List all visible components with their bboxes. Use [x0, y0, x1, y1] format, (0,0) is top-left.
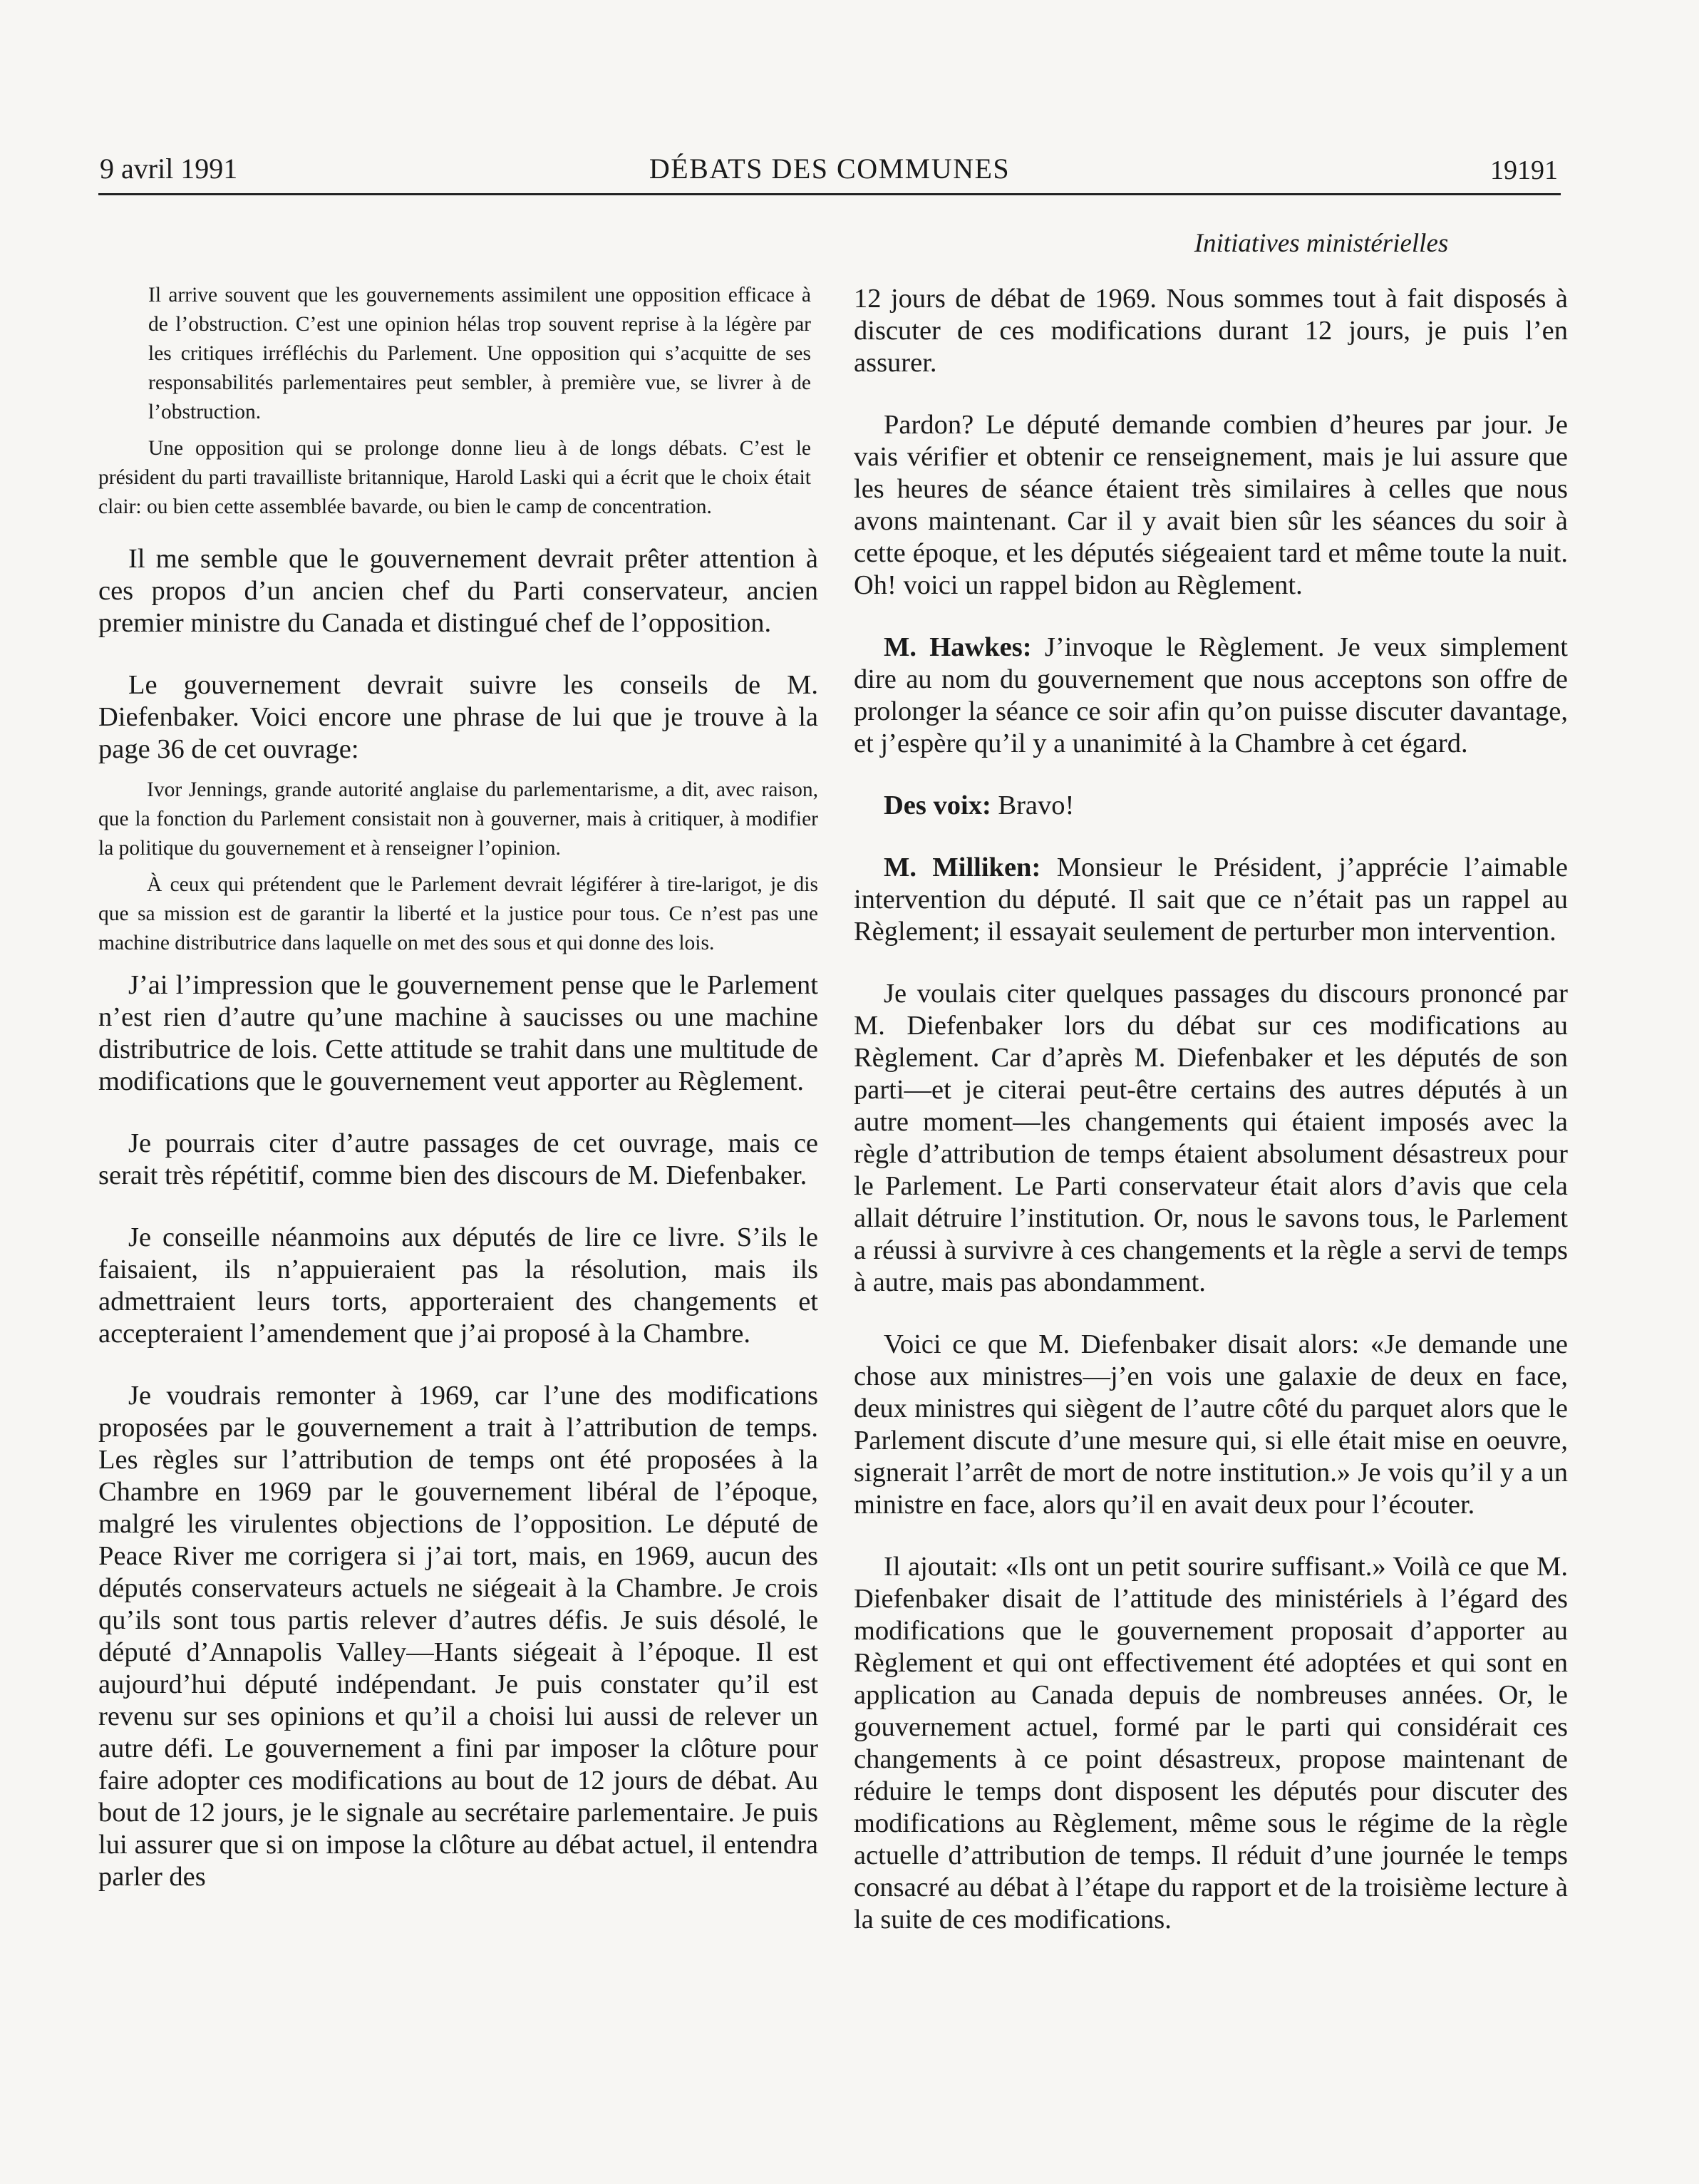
header-date: 9 avril 1991	[100, 153, 238, 185]
quote-paragraph: Il arrive souvent que les gouvernements assimilent une opposition efficace à de l’obstruction. C’est une opinion hélas trop souvent reprise à la légère par les critiques irréfléchis du Parlement. Une opposition qui s’acquitte de ses responsabilités parlementaires peut sembler, à première vue, se livrer à de l’obstruction.	[148, 284, 811, 423]
right-column	[854, 228, 1568, 1966]
paragraph: Voici ce que M. Diefenbaker disait alors: «Je demande une chose aux ministres—j’en vois une galaxie de deux en face, deux ministres qui siègent de l’autre côté du parquet alors que le Parlement discute d’une mesure qui, si elle était mise en oeuvre, signerait l’arrêt de mort de notre institution.» Je vois qu’il y a un ministre en face, alors qu’il en avait deux pour l’écouter.	[854, 1329, 1568, 1520]
quote-paragraph: Ivor Jennings, grande autorité anglaise du parlementarisme, a dit, avec raison, que la fonction du Parlement consistait non à gouverner, mais à critiquer, à modifier la politique du gouvernement et à renseigner l’opinion.	[98, 778, 818, 860]
speech-paragraph	[854, 790, 1568, 822]
header-title: DÉBATS DES COMMUNES	[649, 153, 1011, 185]
paragraph: Pardon? Le député demande combien d’heures par jour. Je vais vérifier et obtenir ce renseignement, mais je lui assure que les heures de séance étaient très similaires à celles que nous avons maintenant. Car il y avait bien sûr les séances du soir à cette époque, et les députés siégeaient tard et même toute la nuit. Oh! voici un rappel bidon au Règlement.	[854, 410, 1568, 600]
paragraph: 12 jours de débat de 1969. Nous sommes tout à fait disposés à discuter de ces modifications durant 12 jours, je puis l’en assurer.	[854, 284, 1568, 378]
paragraph: Le gouvernement devrait suivre les conseils de M. Diefenbaker. Voici encore une phrase de lui que je trouve à la page 36 de cet ouvrage:	[98, 670, 818, 764]
block-quote	[98, 281, 818, 522]
page-number: 19191	[1490, 155, 1558, 185]
quote-paragraph: À ceux qui prétendent que le Parlement devrait légiférer à tire-larigot, je dis que sa mission est de garantir la liberté et la justice pour tous. Ce n’est pas une machine distributrice dans laquelle on met des sous et qui donne des lois.	[98, 873, 818, 954]
speaker-name: M. Hawkes:	[884, 632, 1032, 662]
speech-paragraph	[854, 852, 1568, 948]
paragraph: Je conseille néanmoins aux députés de lire ce livre. S’ils le faisaient, ils n’appuieraient pas la résolution, mais ils admettraient leurs torts, apporteraient des changements et accepteraient l’amendement que j’ai proposé à la Chambre.	[98, 1222, 818, 1349]
paragraph: J’ai l’impression que le gouvernement pense que le Parlement n’est rien d’autre qu’une machine à saucisses ou une machine distributrice de lois. Cette attitude se trahit dans une multitude de modifications que le gouvernement veut apporter au Règlement.	[98, 970, 818, 1096]
paragraph: Je pourrais citer d’autre passages de cet ouvrage, mais ce serait très répétitif, comme bien des discours de M. Diefenbaker.	[98, 1128, 818, 1190]
quote-paragraph: Une opposition qui se prolonge donne lieu à de longs débats. C’est le président du parti travailliste britannique, Harold Laski qui a écrit que le choix était clair: ou bien cette assemblée bavarde, ou bien le camp de concentration.	[98, 437, 811, 518]
paragraph: Il me semble que le gouvernement devrait prêter attention à ces propos d’un ancien chef du Parti conservateur, ancien premier ministre du Canada et distingué chef de l’opposition.	[98, 544, 818, 638]
speech-paragraph	[854, 632, 1568, 760]
speech-text: Monsieur le Président, j’apprécie l’aimable intervention du député. Il sait que ce n’était pas un rappel au Règlement; il essayait seulement de perturber mon intervention.	[854, 853, 1568, 947]
block-quote	[98, 776, 818, 958]
section-label: Initiatives ministérielles	[1194, 229, 1449, 258]
speaker-name: M. Milliken:	[884, 853, 1041, 882]
paragraph: Je voudrais remonter à 1969, car l’une des modifications proposées par le gouvernement a trait à l’attribution de temps. Les règles sur l’attribution de temps ont été proposées à la Chambre en 1969 par le gouvernement libéral de l’époque, malgré les virulentes objections de l’opposition. Le député de Peace River me corrigera si j’ai tort, mais, en 1969, aucun des députés conservateurs actuels ne siégeait à la Chambre. Je crois qu’ils sont tous partis relever d’autres défis. Je suis désolé, le député d’Annapolis Valley—Hants siégeait à l’époque. Il est aujourd’hui député indépendant. Je puis constater qu’il est revenu sur ses opinions et qu’il a choisi lui aussi de relever un autre défi. Le gouvernement a fini par imposer la clôture pour faire adopter ces modifications au bout de 12 jours de débat. Au bout de 12 jours, je le signale au secrétaire parlementaire. Je puis lui assurer que si on impose la clôture au débat actuel, il entendra parler des	[98, 1381, 818, 1892]
left-column	[98, 281, 818, 1923]
speech-text: J’invoque le Règlement. Je veux simplement dire au nom du gouvernement que nous acceptons son offre de prolonger la séance ce soir afin qu’on puisse discuter davantage, et j’espère qu’il y a unanimité à la Chambre à cet égard.	[854, 632, 1568, 758]
page-header	[98, 146, 1561, 195]
speaker-name: Des voix:	[884, 790, 991, 820]
speech-text: Bravo!	[991, 790, 1075, 820]
paragraph: Je voulais citer quelques passages du discours prononcé par M. Diefenbaker lors du débat sur ces modifications au Règlement. Car d’après M. Diefenbaker et les députés de son parti—et je citerai peut-être certains des autres députés à un autre moment—les changements qui étaient imposés avec la règle d’attribution de temps étaient absolument désastreux pour le Parlement. Le Parti conservateur était alors d’avis que cela allait détruire l’institution. Or, nous le savons tous, le Parlement a réussi à survivre à ces changements et la règle a servi de temps à autre, mais pas abondamment.	[854, 979, 1568, 1297]
paragraph: Il ajoutait: «Ils ont un petit sourire suffisant.» Voilà ce que M. Diefenbaker disait de l’attitude des ministériels à l’égard des modifications que le gouvernement proposait d’apporter au Règlement et qui ont effectivement été adoptées et qui sont en application au Canada depuis de nombreuses années. Or, le gouvernement actuel, formé par le parti qui considérait ces changements à ce point désastreux, propose maintenant de réduire le temps dont disposent les députés pour discuter des modifications au Règlement, même sous le régime de la règle actuelle d’attribution de temps. Il réduit d’une journée le temps consacré au débat à l’étape du rapport et de la troisième lecture à la suite de ces modifications.	[854, 1552, 1568, 1935]
